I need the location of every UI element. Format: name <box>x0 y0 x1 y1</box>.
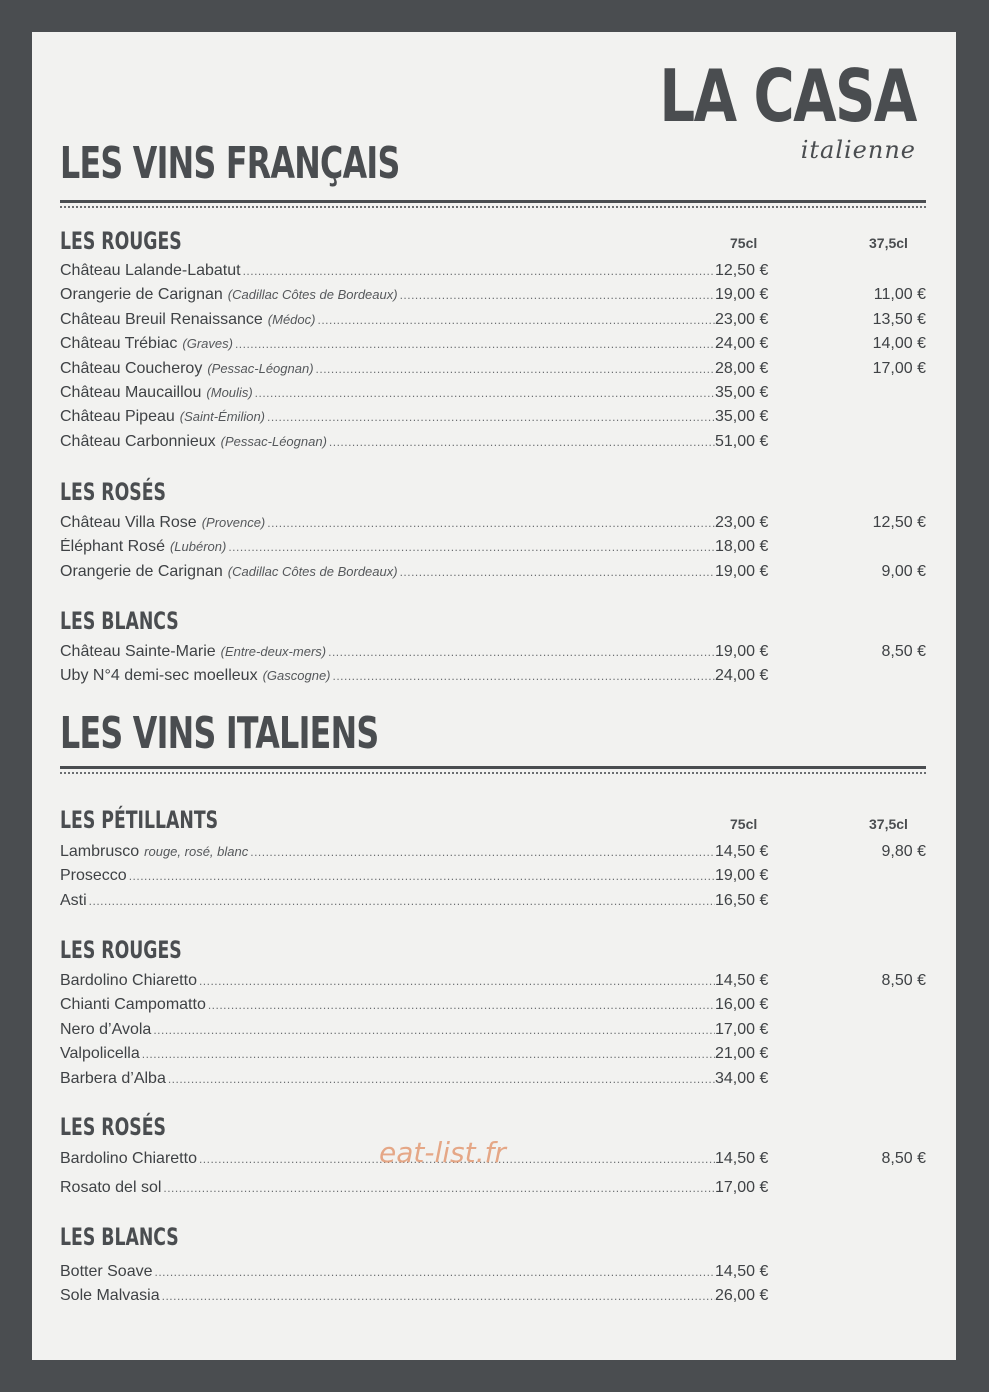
price-37-5cl: 13,50 € <box>872 310 926 328</box>
wine-region-note: (Pessac-Léognan) <box>220 433 327 449</box>
wine-name: Nero d’Avola <box>60 1020 152 1038</box>
dot-leader <box>153 1023 715 1037</box>
price-75cl: 18,00 € <box>715 538 769 556</box>
wine-name: Botter Soave <box>60 1263 153 1280</box>
wine-name: Barbera d’Alba <box>60 1069 166 1087</box>
wine-region-note: (Provence) <box>201 515 266 530</box>
dot-leader <box>250 845 715 859</box>
category-title: LES ROSÉS <box>60 478 166 506</box>
wine-row <box>60 1263 926 1287</box>
price-37-5cl: 14,00 € <box>872 335 926 353</box>
price-75cl: 34,00 € <box>715 1069 769 1087</box>
wine-row <box>60 563 926 587</box>
category-title: LES ROSÉS <box>60 1113 166 1141</box>
wine-row <box>60 408 926 432</box>
section-divider <box>60 200 926 208</box>
wine-label <box>60 996 715 1014</box>
wine-name: Orangerie de Carignan <box>60 286 223 304</box>
price-75cl: 19,00 € <box>715 562 769 580</box>
dot-leader <box>316 362 715 376</box>
wine-label <box>60 1287 715 1305</box>
wine-row <box>60 262 926 286</box>
wine-name: Lambrusco <box>60 843 140 860</box>
price-37-5cl: 12,50 € <box>872 514 926 531</box>
dot-leader <box>168 1072 715 1086</box>
dot-leader <box>162 1289 715 1303</box>
wine-label <box>60 514 715 532</box>
wine-region-note: (Lubéron) <box>169 539 227 555</box>
price-75cl: 17,00 € <box>715 1179 769 1197</box>
dot-leader <box>142 1047 715 1061</box>
wine-name: Château Maucaillou <box>60 383 202 401</box>
price-75cl: 21,00 € <box>715 1045 769 1063</box>
dot-leader <box>267 516 715 530</box>
wine-label <box>60 972 715 990</box>
wine-row <box>60 972 926 996</box>
wine-name: Éléphant Rosé <box>60 538 165 556</box>
price-75cl: 14,50 € <box>715 843 769 860</box>
wine-row <box>60 892 926 916</box>
wine-region-note: rouge, rosé, blanc <box>144 844 249 859</box>
price-75cl: 16,00 € <box>715 996 769 1014</box>
price-75cl: 24,00 € <box>715 667 769 685</box>
dot-leader <box>199 974 715 988</box>
dot-leader <box>163 1181 715 1195</box>
wine-name: Château Sainte-Marie <box>60 643 216 660</box>
wine-label <box>60 643 715 661</box>
price-75cl: 35,00 € <box>715 408 769 426</box>
wine-name: Bardolino Chiaretto <box>60 1150 197 1167</box>
wine-row <box>60 643 926 667</box>
price-75cl: 19,00 € <box>715 286 769 304</box>
column-header-75cl: 75cl <box>730 816 758 832</box>
wine-list <box>60 643 926 692</box>
wine-label <box>60 667 715 685</box>
section-title-french-wines: LES VINS FRANÇAIS <box>60 138 400 189</box>
price-75cl: 19,00 € <box>715 867 769 885</box>
wine-label <box>60 433 715 451</box>
wine-label <box>60 360 715 378</box>
dot-leader <box>400 288 715 302</box>
price-37-5cl: 9,80 € <box>881 843 926 860</box>
price-37-5cl: 8,50 € <box>881 643 926 660</box>
wine-region-note: (Entre-deux-mers) <box>220 644 327 659</box>
wine-label <box>60 892 715 910</box>
wine-name: Asti <box>60 891 87 909</box>
wine-label <box>60 262 715 280</box>
dot-leader <box>129 869 715 883</box>
wine-label <box>60 538 715 556</box>
category-title: LES ROUGES <box>60 936 182 964</box>
wine-row <box>60 867 926 891</box>
price-75cl: 19,00 € <box>715 643 769 660</box>
wine-name: Château Coucheroy <box>60 359 203 377</box>
price-75cl: 14,50 € <box>715 1150 769 1167</box>
price-75cl: 14,50 € <box>715 1263 769 1280</box>
wine-label <box>60 384 715 402</box>
dot-leader <box>317 313 715 327</box>
wine-list <box>60 262 926 457</box>
wine-row <box>60 1070 926 1094</box>
wine-label <box>60 563 715 581</box>
dot-leader <box>400 565 715 579</box>
wine-row <box>60 996 926 1020</box>
wine-row <box>60 538 926 562</box>
brand-title: LA CASA <box>659 54 916 138</box>
wine-name: Prosecco <box>60 867 127 885</box>
dot-leader <box>267 410 715 424</box>
wine-region-note: (Saint-Émilion) <box>179 409 266 425</box>
wine-region-note: (Pessac-Léognan) <box>207 360 314 376</box>
price-75cl: 51,00 € <box>715 432 769 450</box>
category-title: LES PÉTILLANTS <box>60 806 219 834</box>
wine-name: Château Carbonnieux <box>60 432 216 450</box>
dot-leader <box>89 894 715 908</box>
column-header-37-5cl: 37,5cl <box>869 235 908 251</box>
wine-row <box>60 843 926 867</box>
wine-region-note: (Médoc) <box>267 311 316 327</box>
dot-leader <box>328 645 715 659</box>
price-75cl: 35,00 € <box>715 383 769 401</box>
wine-row <box>60 286 926 310</box>
wine-name: Château Breuil Renaissance <box>60 310 263 328</box>
wine-label <box>60 1045 715 1063</box>
column-header-75cl: 75cl <box>730 235 758 251</box>
watermark-text: eat-list.fr <box>379 1136 506 1169</box>
wine-label <box>60 335 715 353</box>
dot-leader <box>208 998 715 1012</box>
section-divider <box>60 766 926 774</box>
wine-name: Château Lalande-Labatut <box>60 262 241 279</box>
wine-row <box>60 335 926 359</box>
price-37-5cl: 8,50 € <box>881 972 926 989</box>
wine-name: Rosato del sol <box>60 1179 162 1197</box>
category-title: LES ROUGES <box>60 227 182 255</box>
wine-name: Chianti Campomatto <box>60 996 206 1014</box>
wine-region-note: (Gascogne) <box>262 668 331 684</box>
price-37-5cl: 9,00 € <box>881 562 926 580</box>
wine-label <box>60 1070 715 1088</box>
wine-label <box>60 843 715 861</box>
wine-row <box>60 1179 926 1203</box>
dot-leader <box>235 337 715 351</box>
wine-label <box>60 408 715 426</box>
wine-row <box>60 433 926 457</box>
dot-leader <box>243 264 715 278</box>
dot-leader <box>155 1265 716 1279</box>
wine-label <box>60 311 715 329</box>
price-75cl: 14,50 € <box>715 972 769 989</box>
wine-list <box>60 972 926 1094</box>
wine-name: Sole Malvasia <box>60 1287 160 1305</box>
wine-label <box>60 1021 715 1039</box>
price-75cl: 23,00 € <box>715 310 769 328</box>
wine-name: Valpolicella <box>60 1045 140 1063</box>
wine-name: Orangerie de Carignan <box>60 562 223 580</box>
price-37-5cl: 8,50 € <box>881 1150 926 1167</box>
wine-name: Château Villa Rose <box>60 514 197 531</box>
brand-subtitle: italienne <box>800 136 916 164</box>
category-title: LES BLANCS <box>60 607 179 635</box>
price-37-5cl: 17,00 € <box>872 359 926 377</box>
wine-name: Château Trébiac <box>60 335 178 353</box>
wine-row <box>60 667 926 691</box>
section-title-italian-wines: LES VINS ITALIENS <box>60 708 379 759</box>
wine-list <box>60 843 926 916</box>
wine-row <box>60 514 926 538</box>
price-75cl: 26,00 € <box>715 1287 769 1305</box>
price-75cl: 12,50 € <box>715 262 769 279</box>
dot-leader <box>333 669 716 683</box>
category-title: LES BLANCS <box>60 1223 179 1251</box>
wine-label <box>60 1263 715 1281</box>
wine-row <box>60 1287 926 1311</box>
wine-list <box>60 1263 926 1312</box>
price-75cl: 23,00 € <box>715 514 769 531</box>
wine-row <box>60 1045 926 1069</box>
wine-label <box>60 867 715 885</box>
column-header-37-5cl: 37,5cl <box>869 816 908 832</box>
wine-name: Uby N°4 demi-sec moelleux <box>60 667 258 685</box>
wine-region-note: (Cadillac Côtes de Bordeaux) <box>227 563 398 579</box>
wine-name: Bardolino Chiaretto <box>60 972 197 989</box>
wine-region-note: (Cadillac Côtes de Bordeaux) <box>227 287 398 303</box>
wine-label <box>60 286 715 304</box>
wine-name: Château Pipeau <box>60 408 175 426</box>
price-75cl: 16,50 € <box>715 891 769 909</box>
dot-leader <box>255 386 715 400</box>
price-37-5cl: 11,00 € <box>873 286 926 304</box>
dot-leader <box>329 435 715 449</box>
wine-label <box>60 1179 715 1197</box>
wine-row <box>60 360 926 384</box>
menu-page <box>32 32 956 1360</box>
price-75cl: 24,00 € <box>715 335 769 353</box>
wine-row <box>60 311 926 335</box>
price-75cl: 17,00 € <box>715 1020 769 1038</box>
wine-region-note: (Moulis) <box>206 384 253 400</box>
dot-leader <box>228 540 715 554</box>
wine-row <box>60 384 926 408</box>
wine-row <box>60 1021 926 1045</box>
wine-region-note: (Graves) <box>182 336 233 352</box>
wine-list <box>60 514 926 587</box>
price-75cl: 28,00 € <box>715 359 769 377</box>
